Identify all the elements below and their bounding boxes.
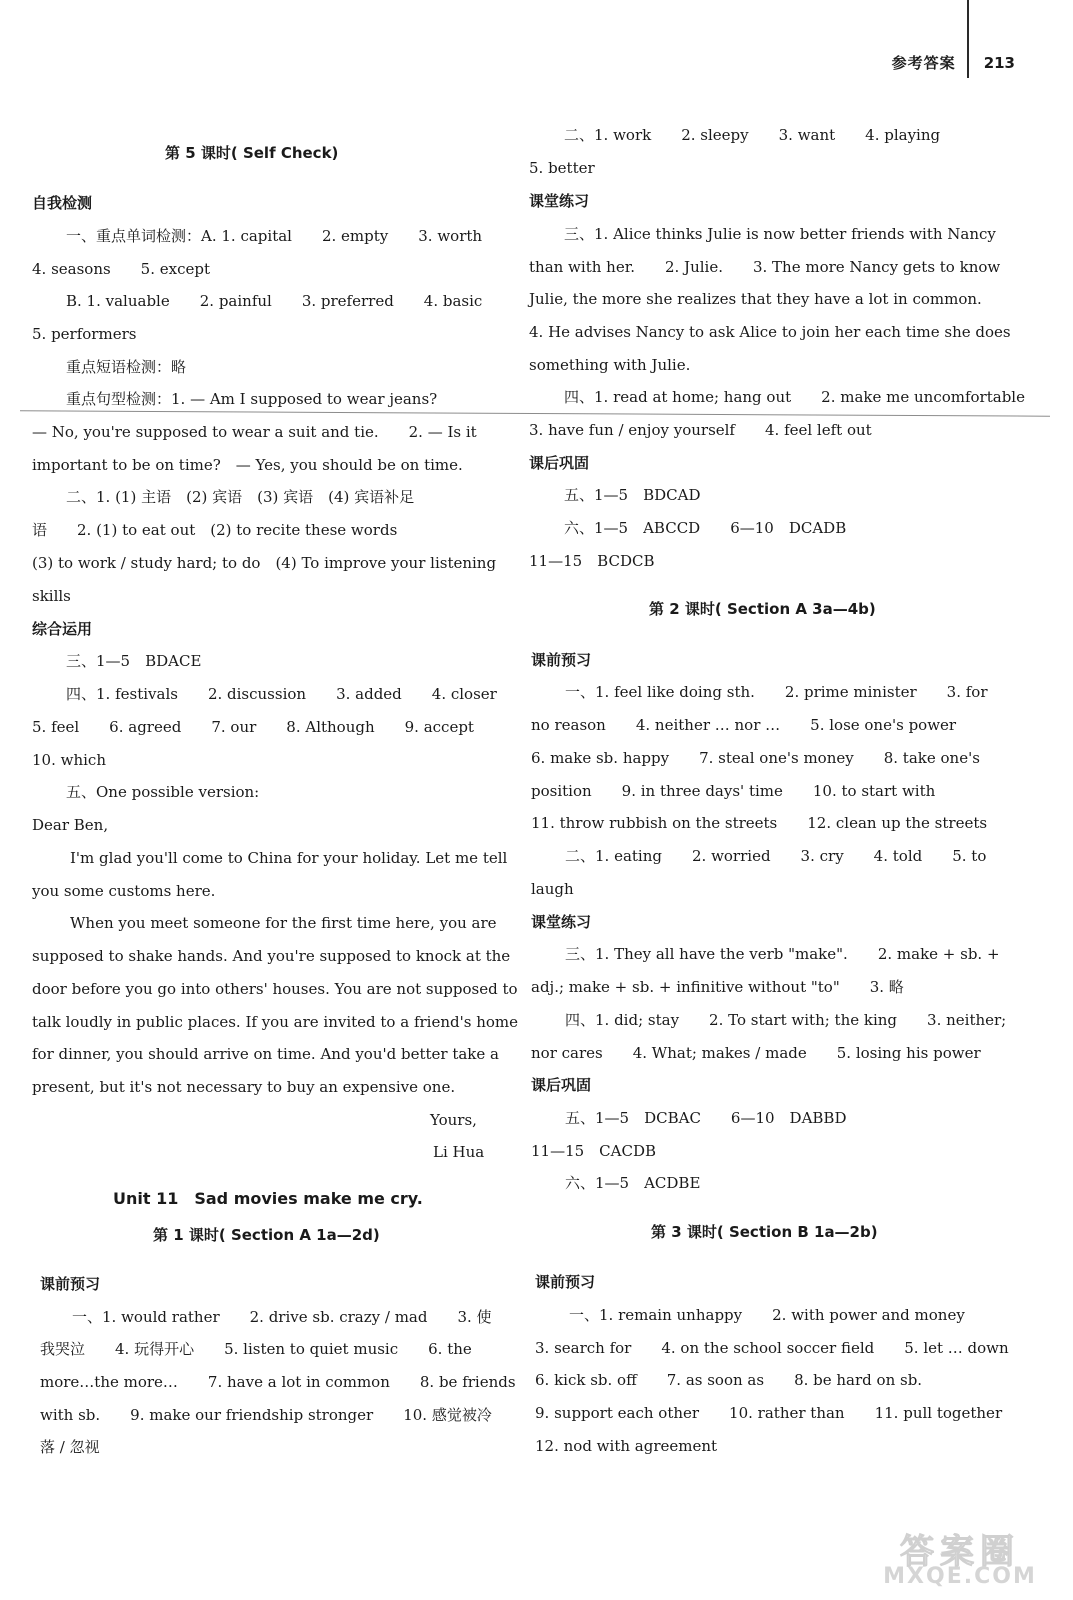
answer-line: 二、1. (1) 主语 (2) 宾语 (3) 宾语 (4) 宾语补足 [66,488,415,506]
answer-line: 重点句型检测：1. — Am I supposed to wear jeans? [66,390,438,408]
lesson-title: 第 1 课时( Section A 1a—2d) [153,1226,380,1244]
section-label: 课后巩固 [531,1076,592,1094]
section-label: 课堂练习 [529,192,590,210]
page-number: 213 [983,53,1015,72]
answer-line: 6. kick sb. off 7. as soon as 8. be hard on sb. [535,1371,923,1389]
answer-line: 5. performers [32,325,137,343]
answer-line: with sb. 9. make our friendship stronger 10. 感觉被冷 [40,1406,492,1424]
answer-line: 五、One possible version: [66,783,260,801]
answer-line: 语 2. (1) to eat out (2) to recite these words [32,521,398,539]
answer-line: 四、1. festivals 2. discussion 3. added 4. closer [66,685,497,703]
answer-line: for dinner, you should arrive on time. And you'd better take a [32,1045,499,1063]
answer-line: 六、1—5 ABCCD 6—10 DCADB [564,519,847,537]
section-label: 课堂练习 [531,913,592,931]
answer-line: 五、1—5 DCBAC 6—10 DABBD [565,1109,847,1127]
answer-line: Dear Ben, [32,816,109,834]
answer-line: 四、1. did; stay 2. To start with; the king 3. neither; [565,1011,1007,1029]
answer-line: present, but it's not necessary to buy an expensive one. [32,1078,456,1096]
answer-line: 落 / 忽视 [40,1438,100,1456]
answer-line: Li Hua [433,1143,485,1161]
answer-line: 三、1. Alice thinks Julie is now better friends with Nancy [564,225,996,243]
answer-line: supposed to shake hands. And you're supposed to knock at the [32,947,511,965]
answer-line: 11. throw rubbish on the streets 12. clean up the streets [531,814,988,832]
lesson-title: 第 3 课时( Section B 1a—2b) [651,1223,878,1241]
watermark-bottom-text: MXQE.COM [883,1564,1037,1589]
lesson-title: 第 2 课时( Section A 3a—4b) [649,600,876,618]
answer-line: 9. support each other 10. rather than 11. pull together [535,1404,1003,1422]
answer-line: 6. make sb. happy 7. steal one's money 8. take one's [531,749,980,767]
section-label: 课前预习 [531,651,592,669]
watermark-top-text: 答案圈 [900,1532,1020,1572]
answer-line: nor cares 4. What; makes / made 5. losing his power [531,1044,981,1062]
answer-line: Julie, the more she realizes that they have a lot in common. [529,290,982,308]
answer-line: you some customs here. [32,882,216,900]
answer-line: 我哭泣 4. 玩得开心 5. listen to quiet music 6. the [40,1340,472,1358]
answer-line: 12. nod with agreement [535,1437,718,1455]
answer-line: adj.; make + sb. + infinitive without "to" 3. 略 [531,978,904,996]
section-label: 综合运用 [32,620,93,638]
answer-line: 二、1. work 2. sleepy 3. want 4. playing [564,126,941,144]
answer-line: 五、1—5 BDCAD [564,486,701,504]
answer-line: 一、1. feel like doing sth. 2. prime minister 3. for [565,683,988,701]
answer-line: 重点短语检测：略 [66,358,187,376]
lesson-title: 第 5 课时( Self Check) [165,144,339,162]
answer-line: I'm glad you'll come to China for your holiday. Let me tell [70,849,508,867]
section-label: 课前预习 [535,1273,596,1291]
section-name: 参考答案 [891,54,956,72]
page-header [892,52,1015,73]
answer-line: When you meet someone for the first time here, you are [70,914,497,932]
answer-line: B. 1. valuable 2. painful 3. preferred 4. basic [66,292,483,310]
answer-line: 二、1. eating 2. worried 3. cry 4. told 5. to [565,847,987,865]
answer-line: 11—15 BCDCB [529,552,655,570]
answer-line: 三、1. They all have the verb "make". 2. make + sb. + [565,945,1000,963]
answer-line: 4. seasons 5. except [32,260,211,278]
answer-line: talk loudly in public places. If you are invited to a friend's home [32,1013,518,1031]
answer-line: Yours, [430,1111,477,1129]
watermark-logo [875,1524,1045,1592]
answer-line: 3. search for 4. on the school soccer field 5. let … down [535,1339,1009,1357]
answer-line: more…the more… 7. have a lot in common 8. be friends [40,1373,516,1391]
answer-line: 一、1. would rather 2. drive sb. crazy / mad 3. 使 [72,1308,492,1326]
answer-line: 3. have fun / enjoy yourself 4. feel left out [529,421,872,439]
answer-line: door before you go into others' houses. You are not supposed to [32,980,518,998]
answer-line: 10. which [32,751,106,769]
lesson-title: Unit 11 Sad movies make me cry. [113,1189,423,1208]
answer-line: skills [32,587,71,605]
section-label: 课前预习 [40,1275,101,1293]
answer-line: — No, you're supposed to wear a suit and tie. 2. — Is it [32,423,477,441]
answer-line: 四、1. read at home; hang out 2. make me uncomfortable [564,388,1025,406]
answer-line: (3) to work / study hard; to do (4) To improve your listening [32,554,497,572]
scan-fold-line [20,410,1050,416]
answer-line: laugh [531,880,574,898]
answer-line: 11—15 CACDB [531,1142,657,1160]
answer-line: 一、1. remain unhappy 2. with power and money [569,1306,965,1324]
answer-line: position 9. in three days' time 10. to start with [531,782,936,800]
answer-line: 5. feel 6. agreed 7. our 8. Although 9. accept [32,718,474,736]
answer-line: no reason 4. neither … nor … 5. lose one's power [531,716,957,734]
section-label: 课后巩固 [529,454,590,472]
answer-line: than with her. 2. Julie. 3. The more Nancy gets to know [529,258,1001,276]
answer-line: important to be on time? — Yes, you should be on time. [32,456,463,474]
answer-line: 5. better [529,159,595,177]
section-label: 自我检测 [32,194,93,212]
answer-line: 4. He advises Nancy to ask Alice to join her each time she does [529,323,1011,341]
answer-line: 六、1—5 ACDBE [565,1174,701,1192]
header-divider [967,0,969,78]
answer-line: 三、1—5 BDACE [66,652,202,670]
answer-line: 一、重点单词检测：A. 1. capital 2. empty 3. worth [66,227,483,245]
answer-line: something with Julie. [529,356,691,374]
